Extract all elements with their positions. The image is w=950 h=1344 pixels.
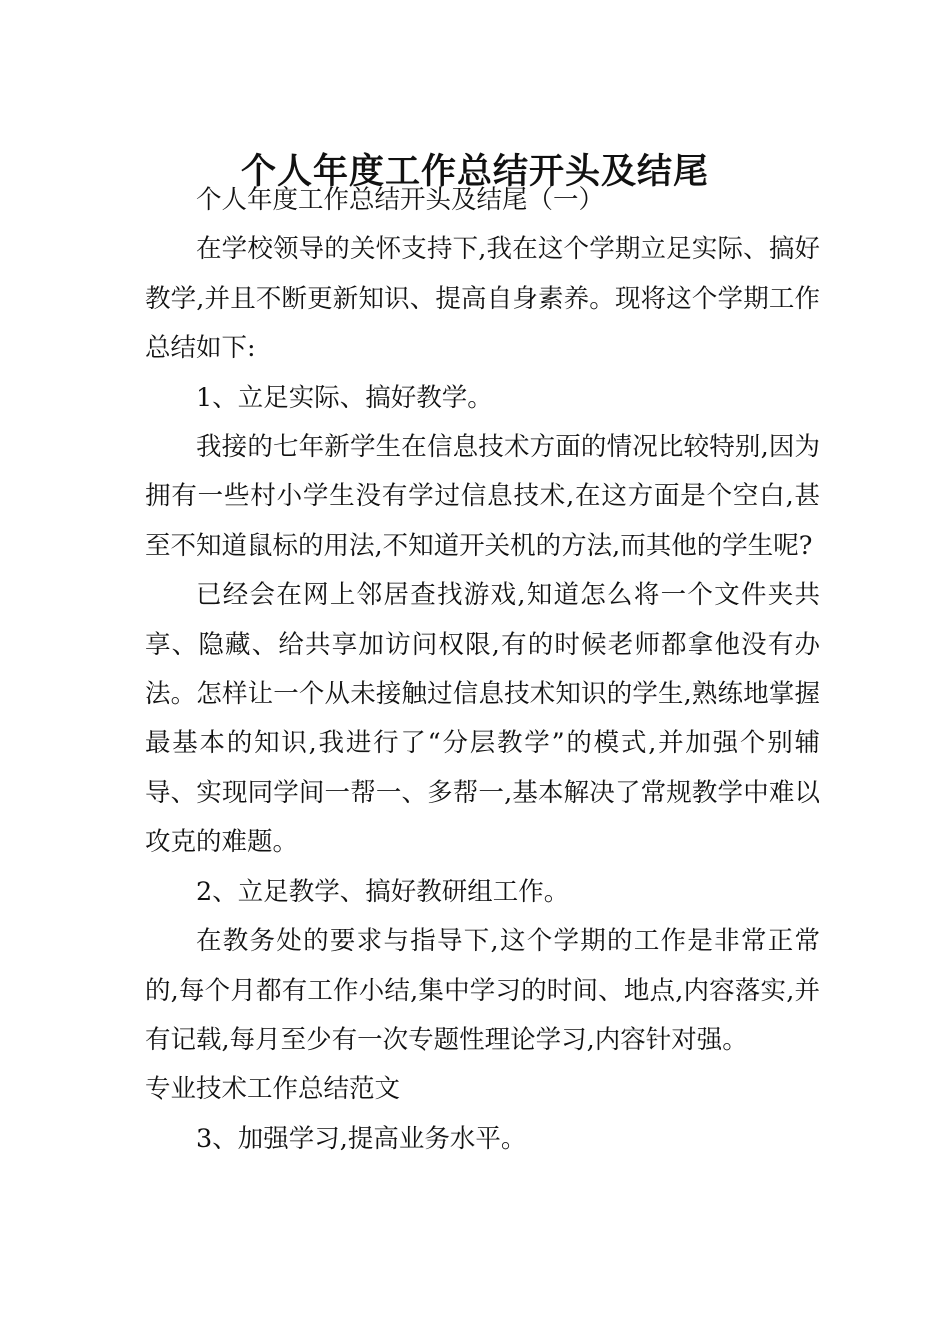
body-paragraph: 在教务处的要求与指导下,这个学期的工作是非常正常的,每个月都有工作小结,集中学习的时间、地点,内容落实,并有记载,每月至少有一次专题性理论学习,内容针对强。 bbox=[145, 926, 820, 1055]
document-title: 个人年度工作总结开头及结尾 bbox=[240, 151, 709, 193]
section-heading-1: 1、立足实际、搞好教学。 bbox=[196, 382, 493, 413]
body-paragraph: 我接的七年新学生在信息技术方面的情况比较特别,因为拥有一些村小学生没有学过信息技术,在这方面是个空白,甚至不知道鼠标的用法,不知道开关机的方法,而其他的学生呢? bbox=[145, 432, 820, 561]
document-body bbox=[145, 176, 820, 1164]
inline-link-text: 专业技术工作总结范文 bbox=[145, 1074, 401, 1105]
section-heading-2: 2、立足教学、搞好教研组工作。 bbox=[196, 876, 570, 907]
subtitle-paragraph: 个人年度工作总结开头及结尾（一） bbox=[196, 185, 605, 215]
body-paragraph: 已经会在网上邻居查找游戏,知道怎么将一个文件夹共享、隐藏、给共享加访问权限,有的时候老师都拿他没有办法。怎样让一个从未接触过信息技术知识的学生,熟练地掌握最基本的知识,我进行了“分层教学”的模式,并加强个别辅导、实现同学间一帮一、多帮一,基本解决了常规教学中难以攻克的难题。 bbox=[145, 580, 820, 858]
intro-paragraph: 在学校领导的关怀支持下,我在这个学期立足实际、搞好教学,并且不断更新知识、提高自身素养。现将这个学期工作总结如下: bbox=[145, 234, 820, 364]
section-heading-3: 3、加强学习,提高业务水平。 bbox=[196, 1123, 527, 1154]
